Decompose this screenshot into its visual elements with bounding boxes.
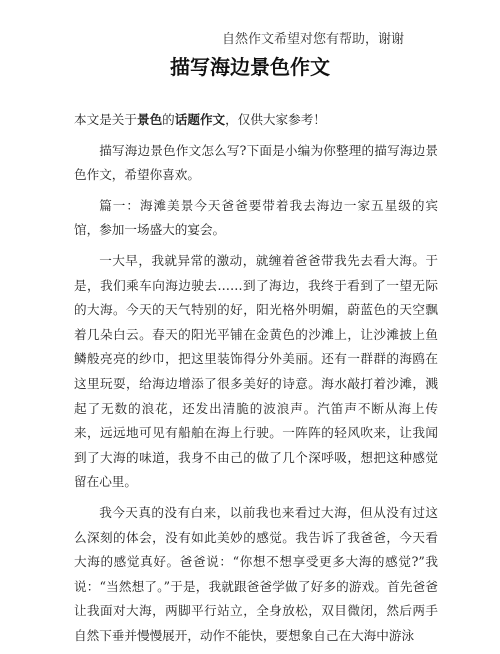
intro-paragraph — [74, 108, 438, 133]
intro-mid: 的 — [162, 112, 175, 127]
paragraph: 一大早，我就异常的激动，就缠着爸爸带我先去看大海。于是，我们乘车向海边驶去……到了海边，我终于看到了一望无际的大海。今天的天气特别的好，阳光格外明媚，蔚蓝色的天空飘着几朵白云。春天的阳光平铺在金黄色的沙滩上，让沙滩披上鱼鳞般亮亮的纱巾，把这里装饰得分外美丽。还有一群群的海鸥在这里玩耍，给海边增添了很多美好的诗意。海水敲打着沙滩，溅起了无数的浪花，还发出清脆的波浪声。汽笛声不断从海上传来，远远地可见有船舶在海上行驶。一阵阵的轻风吹来，让我闻到了大海的味道，我身不由己的做了几个深呼吸，想把这种感觉留在心里。 — [74, 252, 438, 490]
intro-keyword-scenery: 景色 — [136, 112, 163, 127]
article-body — [74, 108, 438, 654]
paragraph: 篇一：海滩美景今天爸爸要带着我去海边一家五星级的宾馆，参加一场盛大的宴会。 — [74, 197, 438, 238]
header-note: 自然作文希望对您有帮助，谢谢 — [222, 32, 405, 47]
page-title: 描写海边景色作文 — [170, 55, 330, 79]
paragraph: 描写海边景色作文怎么写?下面是小编为你整理的描写海边景色作文，希望你喜欢。 — [74, 142, 438, 183]
intro-prefix: 本文是关于 — [74, 112, 137, 127]
intro-keyword-topic: 话题作文 — [174, 112, 226, 127]
intro-suffix: ，仅供大家参考！ — [225, 112, 326, 127]
paragraph: 我今天真的没有白来，以前我也来看过大海，但从没有过这么深刻的体会，没有如此美妙的感觉。我告诉了我爸爸，今天看大海的感觉真好。爸爸说：“你想不想享受更多大海的感觉?”我说：“当然想了。”于是，我就跟爸爸学做了好多的游戏。首先爸爸让我面对大海，两脚平行站立，全身放松，双目微闭，然后两手自然下垂并慢慢展开，动作不能快，要想象自己在大海中游泳 — [74, 504, 438, 643]
